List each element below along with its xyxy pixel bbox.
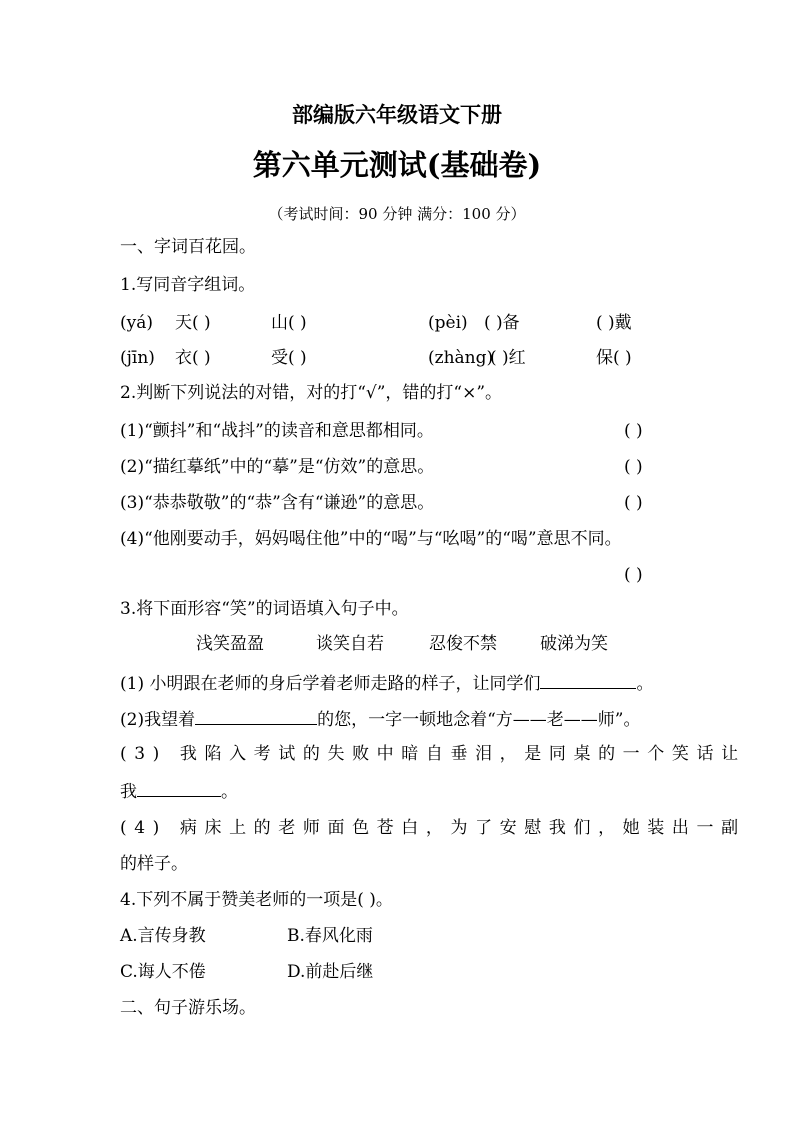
q3-sentence-2-end: 的您，一字一顿地念着“方——老——师”。 (317, 710, 641, 730)
q3-word-1: 浅笑盈盈 (196, 634, 264, 654)
q2-item-4: (4)“他刚要动手，妈妈喝住他”中的“喝”与“吆喝”的“喝”意思不同。 (120, 529, 622, 549)
q3-sentence-2 (120, 707, 640, 731)
q3-word-2: 谈笑自若 (316, 634, 384, 654)
q3-blank-2[interactable] (195, 707, 317, 725)
worksheet-subtitle: 部编版六年级语文下册 (292, 102, 502, 127)
q3-sentence-1-end: 。 (636, 674, 654, 694)
q4-option-b[interactable]: B.春风化雨 (287, 926, 373, 946)
question-3-prompt: 3.将下面形容“笑”的词语填入句子中。 (120, 599, 409, 619)
q1-r1-item-a2[interactable]: 山( ) (271, 313, 307, 333)
q1-r2-item-a2[interactable]: 受( ) (271, 348, 307, 368)
q1-r1-pinyin-a: (yá) (120, 313, 154, 333)
q2-answer-paren-3[interactable]: ( ) (624, 493, 643, 513)
q3-word-4: 破涕为笑 (540, 634, 608, 654)
q1-r1-pinyin-b: (pèi) (428, 313, 468, 333)
q3-sentence-2-text: (2)我望着 (120, 710, 196, 730)
q3-sentence-3-line-1: (3) 我陷入考试的失败中暗自垂泪，是同桌的一个笑话让 (120, 744, 746, 764)
q3-sentence-4-line-1: (4) 病床上的老师面色苍白，为了安慰我们，她装出一副 (120, 818, 746, 838)
q2-answer-paren-2[interactable]: ( ) (624, 457, 643, 477)
q3-blank-3[interactable] (137, 779, 221, 797)
question-2-prompt: 2.判断下列说法的对错，对的打“√”，错的打“×”。 (120, 383, 503, 403)
q1-r1-item-a1[interactable]: 天( ) (175, 313, 211, 333)
q3-sentence-1-text: (1) 小明跟在老师的身后学着老师走路的样子，让同学们 (120, 674, 541, 694)
section-heading-2: 二、句子游乐场。 (120, 998, 256, 1018)
q1-r2-pinyin-b: (zhàng) (428, 348, 494, 368)
q1-r2-pinyin-a: (jīn) (120, 348, 155, 368)
q2-item-3: (3)“恭恭敬敬”的“恭”含有“谦逊”的意思。 (120, 493, 435, 513)
q1-r1-item-b1[interactable]: ( )备 (484, 313, 520, 333)
q2-answer-paren-1[interactable]: ( ) (624, 421, 643, 441)
q2-item-2: (2)“描红摹纸”中的“摹”是“仿效”的意思。 (120, 457, 435, 477)
q4-option-d[interactable]: D.前赴后继 (287, 962, 374, 982)
q2-answer-paren-4[interactable]: ( ) (624, 565, 643, 585)
q1-r2-item-a1[interactable]: 衣( ) (175, 348, 211, 368)
q1-r2-item-b2[interactable]: 保( ) (596, 348, 632, 368)
q3-sentence-3-end: 。 (221, 782, 238, 802)
question-1-prompt: 1.写同音字组词。 (120, 275, 256, 295)
q3-sentence-1 (120, 671, 653, 695)
exam-info: （考试时间：90 分钟 满分：100 分） (268, 205, 526, 223)
q3-sentence-4-line-2: 的样子。 (120, 854, 188, 874)
section-heading-1: 一、字词百花园。 (120, 237, 256, 257)
worksheet-title: 第六单元测试(基础卷) (252, 148, 542, 182)
q3-word-3: 忍俊不禁 (429, 634, 497, 654)
q3-sentence-3-line-2 (120, 779, 238, 803)
q3-blank-1[interactable] (540, 671, 636, 689)
q1-r1-item-b2[interactable]: ( )戴 (596, 313, 632, 333)
q2-item-1: (1)“颤抖”和“战抖”的读音和意思都相同。 (120, 421, 434, 441)
q4-option-c[interactable]: C.诲人不倦 (120, 962, 206, 982)
q3-sentence-3-start: 我 (120, 782, 137, 802)
question-4-prompt: 4.下列不属于赞美老师的一项是( )。 (120, 890, 393, 910)
q4-option-a[interactable]: A.言传身教 (120, 926, 206, 946)
q1-r2-item-b1[interactable]: ( )红 (490, 348, 526, 368)
